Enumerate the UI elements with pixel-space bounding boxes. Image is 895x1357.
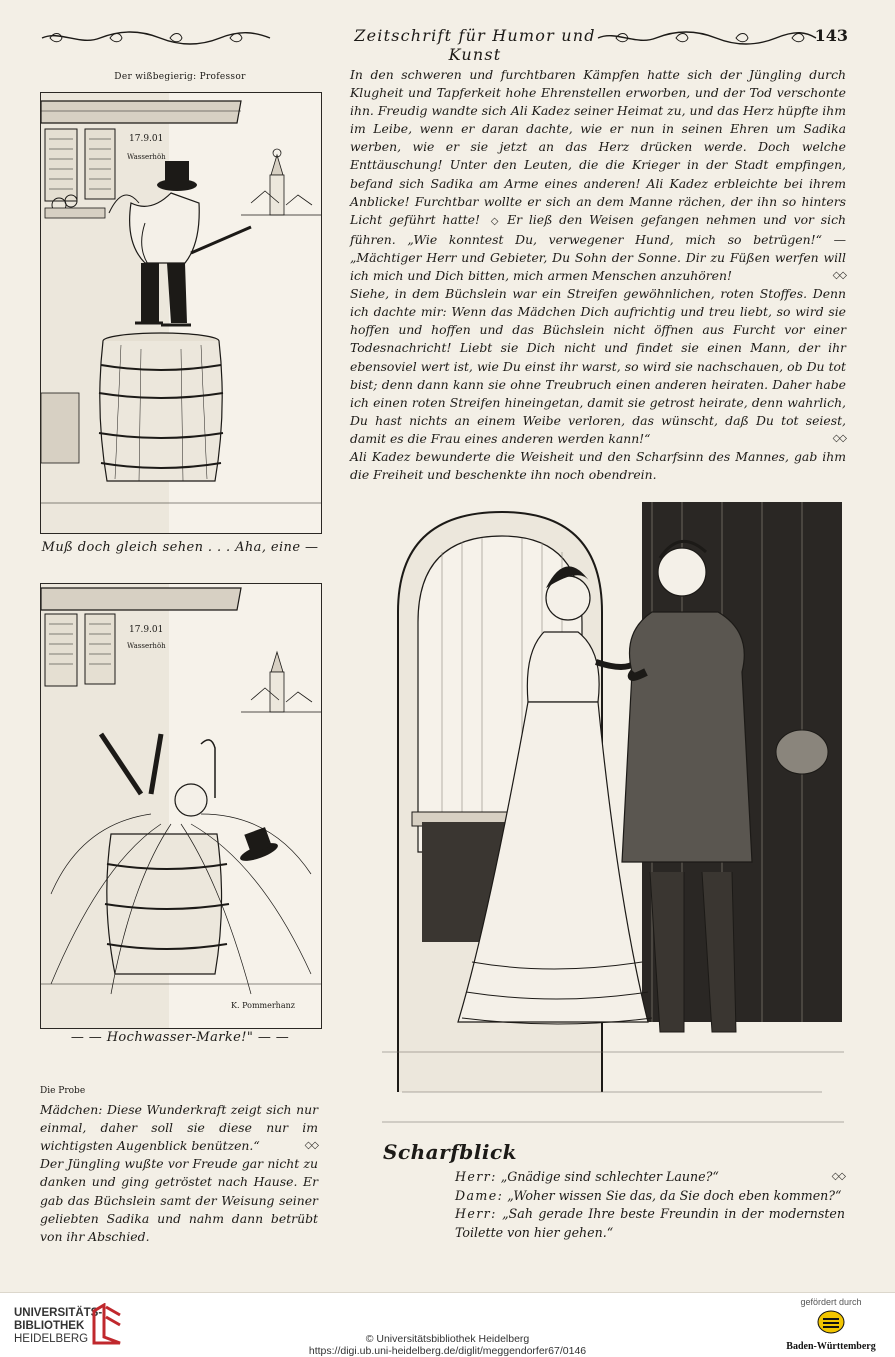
cartoon-panel-1	[40, 92, 322, 534]
state-emblem-icon	[817, 1310, 845, 1334]
water-mark-word-2: Wasserhöh	[127, 642, 166, 650]
left-story-label: Die Probe	[40, 1086, 86, 1096]
vignette-ornament: ◇◇	[304, 1140, 318, 1152]
cartoon-panel-2-drawing	[41, 584, 321, 1028]
joke-line: Herr: „Gnädige sind schlechter Laune?“ ◇◇	[455, 1168, 845, 1187]
vignette-ornament: ◇◇	[832, 270, 846, 282]
sponsor-label: gefördert durch	[800, 1297, 862, 1307]
journal-title: Zeitschrift für Humor und Kunst	[354, 26, 596, 64]
sponsor-name: Baden-Württemberg	[786, 1341, 876, 1352]
scharfblick-drawing	[382, 492, 844, 1132]
page-number: 143	[814, 26, 848, 45]
left-story	[40, 1082, 318, 1246]
cartoon-panel-2-caption: — — Hochwasser-Marke!" — —	[70, 1030, 290, 1045]
copyright-notice: © Universitätsbibliothek Heidelberg https://digi.ub.uni-heidelberg.de/diglit/meggendorfer67/0146	[0, 1333, 895, 1357]
cartoon-panel-2	[40, 583, 322, 1029]
vignette-ornament: ◇	[490, 215, 501, 227]
joke-line: Herr: „Sah gerade Ihre beste Freundin in der modernsten Toilette von hier gehen.“	[455, 1206, 845, 1240]
footer-bar	[0, 1292, 895, 1357]
cartoon-panel-1-drawing	[41, 93, 321, 533]
header-ornament-left	[40, 30, 272, 46]
header-ornament-right	[596, 30, 818, 46]
cartoon-panel-1-caption: Muß doch gleich sehen . . . Aha, eine —	[41, 540, 319, 555]
left-story-paragraph-1: Mädchen: Diese Wunderkraft zeigt sich nur einmal, daher soll sie diese nur im wichtigsten Augenblick benützen.“ ◇◇	[40, 1101, 318, 1155]
water-mark-date-2: 17.9.01	[129, 625, 164, 635]
water-mark-word: Wasserhöh	[127, 153, 166, 161]
artist-signature: K. Pommerhanz	[231, 1001, 295, 1010]
sponsor-block	[781, 1297, 881, 1352]
water-mark-date: 17.9.01	[129, 134, 164, 144]
main-story	[350, 66, 846, 484]
joke-dialogue	[455, 1168, 845, 1242]
left-story-paragraph-2: Der Jüngling wußte vor Freude gar nicht zu danken und ging getröstet nach Hause. Er gab das Büchslein samt der Weisung seiner geliebten Sadika und nahm dann betrübt von ihr Abschied.	[40, 1156, 318, 1244]
document-url[interactable]: https://digi.ub.uni-heidelberg.de/diglit/meggendorfer67/0146	[308, 1345, 587, 1357]
joke-title: Scharfblick	[383, 1140, 517, 1164]
page-header	[40, 24, 852, 64]
story-paragraph-1: In den schweren und furchtbaren Kämpfen hatte sich der Jüngling durch Klugheit und Tapferkeit hohe Ehrenstellen erworben, und der Tod verschonte ihn. Freudig wandte sich Ali Kadez seiner Heimat zu, und das Herz hüpfte ihm im Leibe, wenn er daran dachte, wie er nun in seinen Ehren um Sadika werben, wie er sie jetzt an das Herz drücken werde. Doch welche Enttäuschung! Unter den Leuten, die die Krieger in der Stadt empfingen, befand sich Sadika am Arme eines anderen! Ali Kadez erbleichte bei ihrem Anblicke! Furchtbar wollte er sich an dem Manne rächen, der ihn so hinters Licht geführt hatte! ◇ Er ließ den Weisen gefangen nehmen und vor sich führen. „Wie konntest Du, verwegener Hund, mich so betrügen!“ — „Mächtiger Herr und Gebieter, Du Sohn der Sonne. Dir zu Füßen werfen will ich mich und Dich bitten, mich armen Menschen anzuhören! ◇◇	[350, 66, 846, 285]
scharfblick-illustration	[382, 492, 844, 1132]
vignette-ornament: ◇◇	[831, 1171, 845, 1182]
vignette-ornament: ◇◇	[832, 432, 846, 444]
story-paragraph-2: Er ließ den Weisen gefangen nehmen und vor sich führen. „Wie konntest Du, verwegener Hund, mich so betrügen!“ — „Mächtiger Herr und Gebieter, Du Sohn der Sonne. Dir zu Füßen werfen will ich mich und Dich bitten, mich armen Menschen anzuhören!	[350, 211, 846, 284]
library-logo-text[interactable]: UNIVERSITÄTS- BIBLIOTHEK HEIDELBERG	[14, 1307, 103, 1345]
joke-line: Dame: „Woher wissen Sie das, da Sie doch eben kommen?“	[455, 1187, 842, 1203]
cartoon-small-caption: Der wißbegierig: Professor	[114, 72, 246, 82]
story-paragraph-3: Siehe, in dem Büchslein war ein Streifen gewöhnlichen, roten Stoffes. Denn ich dachte mir: Wenn das Mädchen Dich aufrichtig und treu liebt, so wird sie hoffen und hoffen und das Büchslein nicht öffnen aus Furcht vor einer Todesnachricht! Liebt sie Dich nicht und findet sie einen Mann, der ihr ebensoviel wert ist, wie Du einst ihr warst, so wird sie nachschauen, ob Du tot bist; denn dann kann sie ohne Treubruch einen anderen heiraten. Daher habe ich einen roten Streifen hineingetan, damit sie getrost heirate, denn wahrlich, Du hast nichts an einem Weibe verloren, das wünscht, daß Du tot seiest, damit es die Frau eines anderen werden kann!“ ◇◇	[350, 285, 846, 448]
story-paragraph-4: Ali Kadez bewunderte die Weisheit und den Scharfsinn des Mannes, gab ihm die Freiheit und beschenkte ihn noch obendrein.	[350, 448, 846, 483]
